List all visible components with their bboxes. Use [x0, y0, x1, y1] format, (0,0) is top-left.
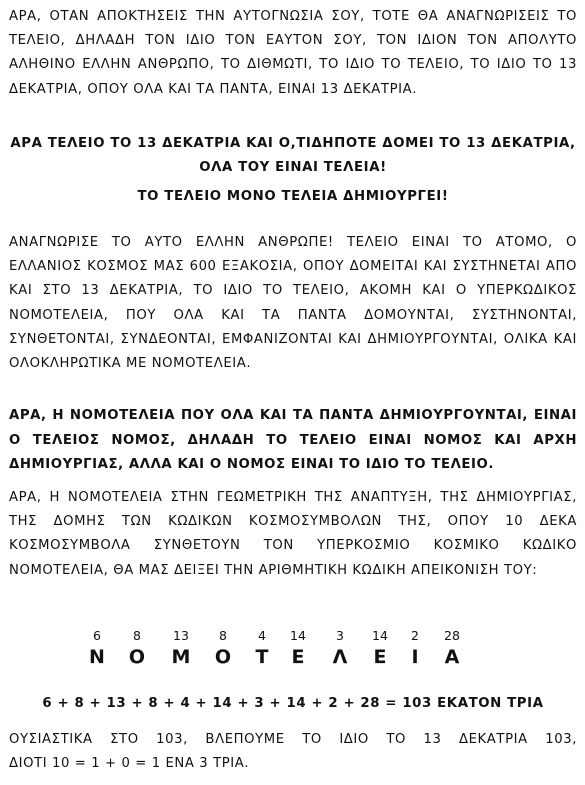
code-number: 8 [133, 628, 141, 643]
code-number: 28 [444, 628, 460, 643]
paragraph-atom: ΑΝΑΓΝΩΡΙΣΕ ΤΟ ΑΥΤΟ ΕΛΛΗΝ ΑΝΘΡΩΠΕ! ΤΕΛΕΙΟ ΕΙΝΑΙ ΤΟ ΑΤΟΜΟ, Ο ΕΛΛΑΝΙΟΣ ΚΟΣΜΟΣ ΜΑΣ 600 ΕΞΑΚΟΣΙΑ, ΟΠΟΥ ΔΟΜΕΙΤΑΙ ΚΑΙ ΣΥΣΤΗΝΕΤΑΙ ΑΠΟ ΚΑΙ ΣΤΟ 13 ΔΕΚΑΤΡΙΑ, ΤΟ ΙΔΙΟ ΤΟ ΤΕΛΕΙΟ, ΑΚΟΜΗ ΚΑΙ Ο ΥΠΕΡΚΩΔΙΚΟΣ ΝΟΜΟΤΕΛΕΙΑ, ΠΟΥ ΟΛΑ ΚΑΙ ΤΑ ΠΑΝΤΑ ΔΟΜΟΥΝΤΑΙ, ΣΥΣΤΗΝΟΝΤΑΙ, ΣΥΝΘΕΤΟΝΤΑΙ, ΣΥΝΔΕΟΝΤΑΙ, ΕΜΦΑΝΙΖΟΝΤΑΙ ΚΑΙ ΔΗΜΙΟΥΡΓΟΥΝΤΑΙ, ΟΛΙΚΑ ΚΑΙ ΟΛΟΚΛΗΡΩΤΙΚΑ ΜΕ ΝΟΜΟΤΕΛΕΙΑ. [9, 235, 577, 372]
code-letter: Τ [255, 646, 269, 668]
conclusion-line-2: ΔΙΟΤΙ 10 = 1 + 0 = 1 ΕΝΑ 3 ΤΡΙΑ. [9, 756, 250, 772]
code-letter: Ο [214, 646, 232, 668]
bold-paragraph-law: ΑΡΑ, Η ΝΟΜΟΤΕΛΕΙΑ ΠΟΥ ΟΛΑ ΚΑΙ ΤΑ ΠΑΝΤΑ ΔΗΜΙΟΥΡΓΟΥΝΤΑΙ, ΕΙΝΑΙ Ο ΤΕΛΕΙΟΣ ΝΟΜΟΣ, ΔΗΛΑΔΗ ΤΟ ΤΕΛΕΙΟ ΕΙΝΑΙ ΝΟΜΟΣ ΚΑΙ ΑΡΧΗ ΔΗΜΙΟΥΡΓΙΑΣ, ΑΛΛΑ ΚΑΙ Ο ΝΟΜΟΣ ΕΙΝΑΙ ΤΟ ΙΔΙΟ ΤΟ ΤΕΛΕΙΟ. [9, 408, 577, 472]
code-letter: Ν [89, 646, 105, 668]
code-number: 6 [93, 628, 101, 643]
code-letter: Ι [411, 646, 419, 668]
code-number: 4 [258, 628, 266, 643]
code-number: 13 [173, 628, 189, 643]
code-letter-row [85, 646, 475, 672]
bold-center-statement: ΑΡΑ ΤΕΛΕΙΟ ΤΟ 13 ΔΕΚΑΤΡΙΑ ΚΑΙ Ο,ΤΙΔΗΠΟΤΕ ΔΟΜΕΙ ΤΟ 13 ΔΕΚΑΤΡΙΑ, ΟΛΑ ΤΟΥ ΕΙΝΑΙ ΤΕΛΕΙΑ! [10, 136, 576, 175]
bold-center-slogan: ΤΟ ΤΕΛΕΙΟ ΜΟΝΟ ΤΕΛΕΙΑ ΔΗΜΙΟΥΡΓΕΙ! [137, 189, 449, 204]
code-letter: Ε [291, 646, 305, 668]
paragraph-geometry: ΑΡΑ, Η ΝΟΜΟΤΕΛΕΙΑ ΣΤΗΝ ΓΕΩΜΕΤΡΙΚΗ ΤΗΣ ΑΝΑΠΤΥΞΗ, ΤΗΣ ΔΗΜΙΟΥΡΓΙΑΣ, ΤΗΣ ΔΟΜΗΣ ΤΩΝ ΚΩΔΙΚΩΝ ΚΟΣΜΟΣΥΜΒΟΛΩΝ ΤΗΣ, ΟΠΟΥ 10 ΔΕΚΑ ΚΟΣΜΟΣΥΜΒΟΛΑ ΣΥΝΘΕΤΟΥΝ ΤΟΝ ΥΠΕΡΚΟΣΜΙΟ ΚΟΣΜΙΚΟ ΚΩΔΙΚΟ ΝΟΜΟΤΕΛΕΙΑ, ΘΑ ΜΑΣ ΔΕΙΞΕΙ ΤΗΝ ΑΡΙΘΜΗΤΙΚΗ ΚΩΔΙΚΗ ΑΠΕΙΚΟΝΙΣΗ ΤΟΥ: [9, 490, 577, 578]
code-letter: Ο [128, 646, 146, 668]
code-letter: Λ [332, 646, 348, 668]
sum-equation: 6 + 8 + 13 + 8 + 4 + 14 + 3 + 14 + 2 + 28 = 103 ΕΚΑΤΟΝ ΤΡΙΑ [42, 696, 544, 711]
code-number: 2 [411, 628, 419, 643]
code-letter: Μ [171, 646, 191, 668]
code-number: 14 [290, 628, 306, 643]
code-number: 8 [219, 628, 227, 643]
code-number-row [85, 628, 475, 646]
conclusion-line-1: ΟΥΣΙΑΣΤΙΚΑ ΣΤΟ 103, ΒΛΕΠΟΥΜΕ ΤΟ ΙΔΙΟ ΤΟ 13 ΔΕΚΑΤΡΙΑ 103, [9, 732, 577, 747]
paragraph-conclusion [9, 728, 577, 776]
code-letter: Ε [373, 646, 387, 668]
paragraph-intro: ΑΡΑ, ΟΤΑΝ ΑΠΟΚΤΗΣΕΙΣ ΤΗΝ ΑΥΤΟΓΝΩΣΙΑ ΣΟΥ, ΤΟΤΕ ΘΑ ΑΝΑΓΝΩΡΙΣΕΙΣ ΤΟ ΤΕΛΕΙΟ, ΔΗΛΑΔΗ ΤΟΝ ΙΔΙΟ ΤΟΝ ΕΑΥΤΟΝ ΣΟΥ, ΤΟΝ ΙΔΙΟΝ ΤΟΝ ΑΠΟΛΥΤΟ ΑΛΗΘΙΝΟ ΕΛΛΗΝ ΑΝΘΡΩΠΟ, ΤΟ ΔΙΘΜΩΤΙ, ΤΟ ΙΔΙΟ ΤΟ ΤΕΛΕΙΟ, ΤΟ ΙΔΙΟ ΤΟ 13 ΔΕΚΑΤΡΙΑ, ΟΠΟΥ ΟΛΑ ΚΑΙ ΤΑ ΠΑΝΤΑ, ΕΙΝΑΙ 13 ΔΕΚΑΤΡΙΑ. [9, 9, 577, 97]
code-letter: Α [444, 646, 460, 668]
code-number: 3 [336, 628, 344, 643]
code-number: 14 [372, 628, 388, 643]
